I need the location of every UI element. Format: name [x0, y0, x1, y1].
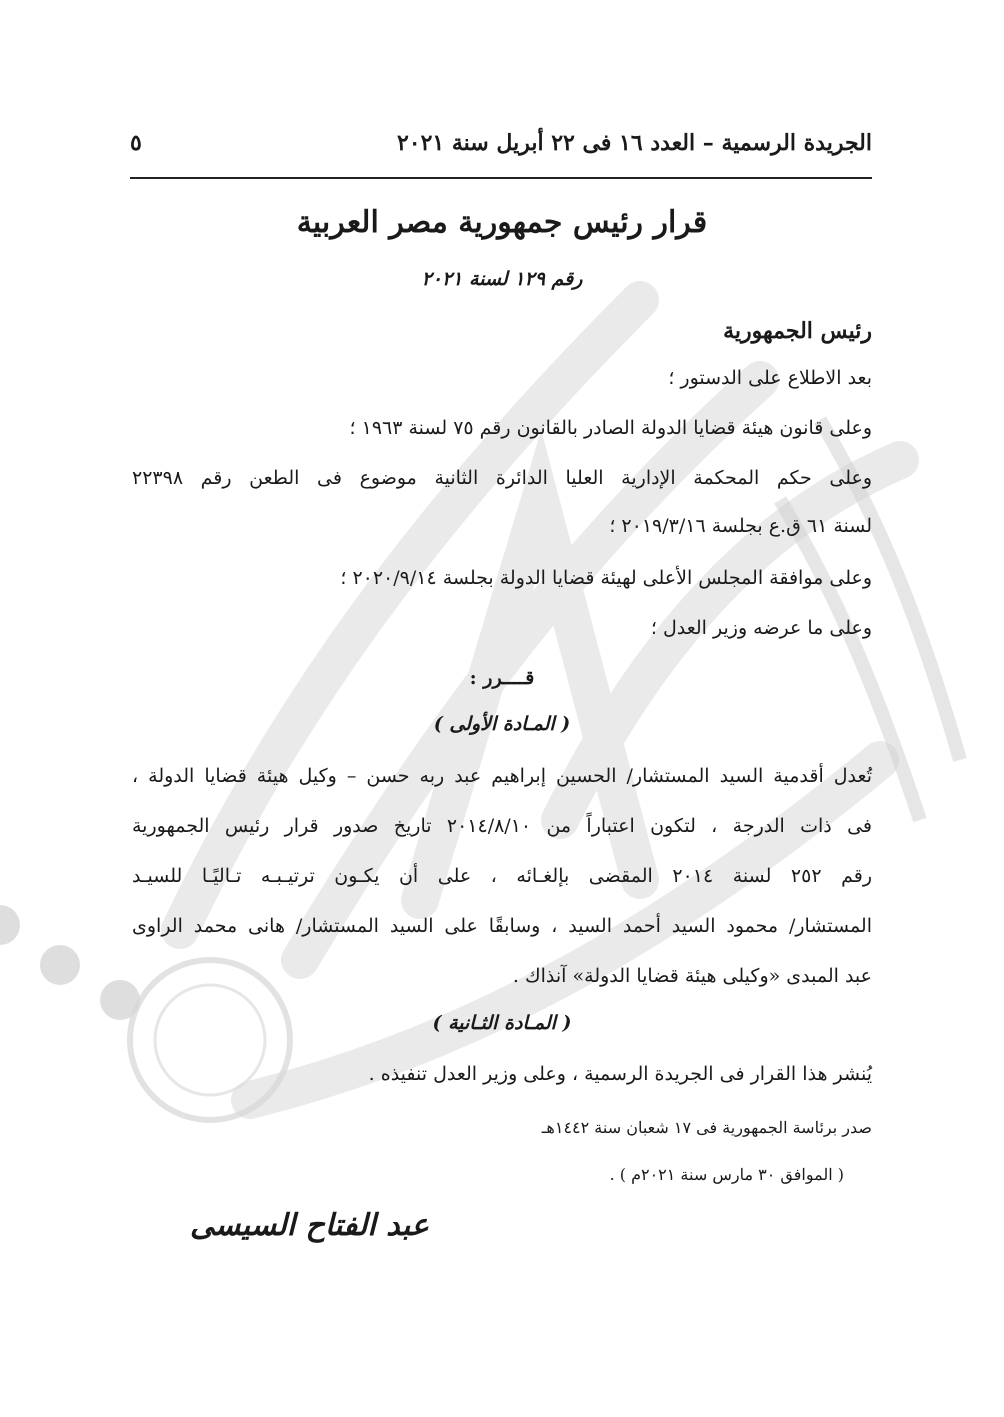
article-2-text: يُنشر هذا القرار فى الجريدة الرسمية ، وعلى وزير العدل تنفيذه .: [368, 1063, 872, 1085]
article-1-heading: ( المـادة الأولى ): [433, 713, 571, 735]
decree-number: رقم ١٢٩ لسنة ٢٠٢١: [421, 268, 583, 290]
gazette-issue-line: الجريدة الرسمية – العدد ١٦ فى ٢٢ أبريل سنة ٢٠٢١: [396, 130, 872, 156]
preamble-line: وعلى ما عرضه وزير العدل ؛: [650, 617, 872, 639]
decided-heading: قــــرر :: [469, 667, 535, 689]
gazette-header: [130, 130, 872, 156]
article-1-line: فى ذات الدرجة ، لتكون اعتباراً من ٢٠١٤/٨/١٠ تاريخ صدور قرار رئيس الجمهورية: [132, 815, 872, 837]
preamble-line: لسنة ٦١ ق.ع بجلسة ٢٠١٩/٣/١٦ ؛: [609, 515, 872, 537]
decree-issuer: رئيس الجمهورية: [723, 318, 872, 344]
article-2-heading: ( المـادة الثـانية ): [432, 1012, 572, 1034]
corresponding-date: ( الموافق ٣٠ مارس سنة ٢٠٢١م ) .: [609, 1165, 844, 1184]
preamble-line: بعد الاطلاع على الدستور ؛: [668, 367, 872, 389]
preamble-line: وعلى قانون هيئة قضايا الدولة الصادر بالقانون رقم ٧٥ لسنة ١٩٦٣ ؛: [349, 417, 872, 439]
issued-line: صدر برئاسة الجمهورية فى ١٧ شعبان سنة ١٤٤٢هـ: [541, 1118, 872, 1137]
article-1-line: رقم ٢٥٢ لسنة ٢٠١٤ المقضى بإلغـائه ، على أن يكـون ترتيـبـه تـاليًـا للسيـد: [132, 865, 872, 887]
article-1-line: تُعدل أقدمية السيد المستشار/ الحسين إبراهيم عبد ربه حسن – وكيل هيئة قضايا الدولة ،: [132, 765, 872, 787]
article-1-line: المستشار/ محمود السيد أحمد السيد ، وسابقًا على السيد المستشار/ هانى محمد الراوى: [132, 915, 872, 937]
preamble-line: وعلى موافقة المجلس الأعلى لهيئة قضايا الدولة بجلسة ٢٠٢٠/٩/١٤ ؛: [340, 567, 872, 589]
header-divider: [130, 177, 872, 179]
article-1-line: عبد المبدى «وكيلى هيئة قضايا الدولة» آنذاك .: [512, 965, 872, 987]
decree-title: قرار رئيس جمهورية مصر العربية: [296, 205, 708, 240]
signature: عبد الفتاح السيسى: [190, 1208, 429, 1243]
preamble-line: وعلى حكم المحكمة الإدارية العليا الدائرة الثانية موضوع فى الطعن رقم ٢٢٣٩٨: [132, 467, 872, 489]
seal-icon: [130, 960, 290, 1120]
page-number: ٥: [130, 130, 142, 156]
